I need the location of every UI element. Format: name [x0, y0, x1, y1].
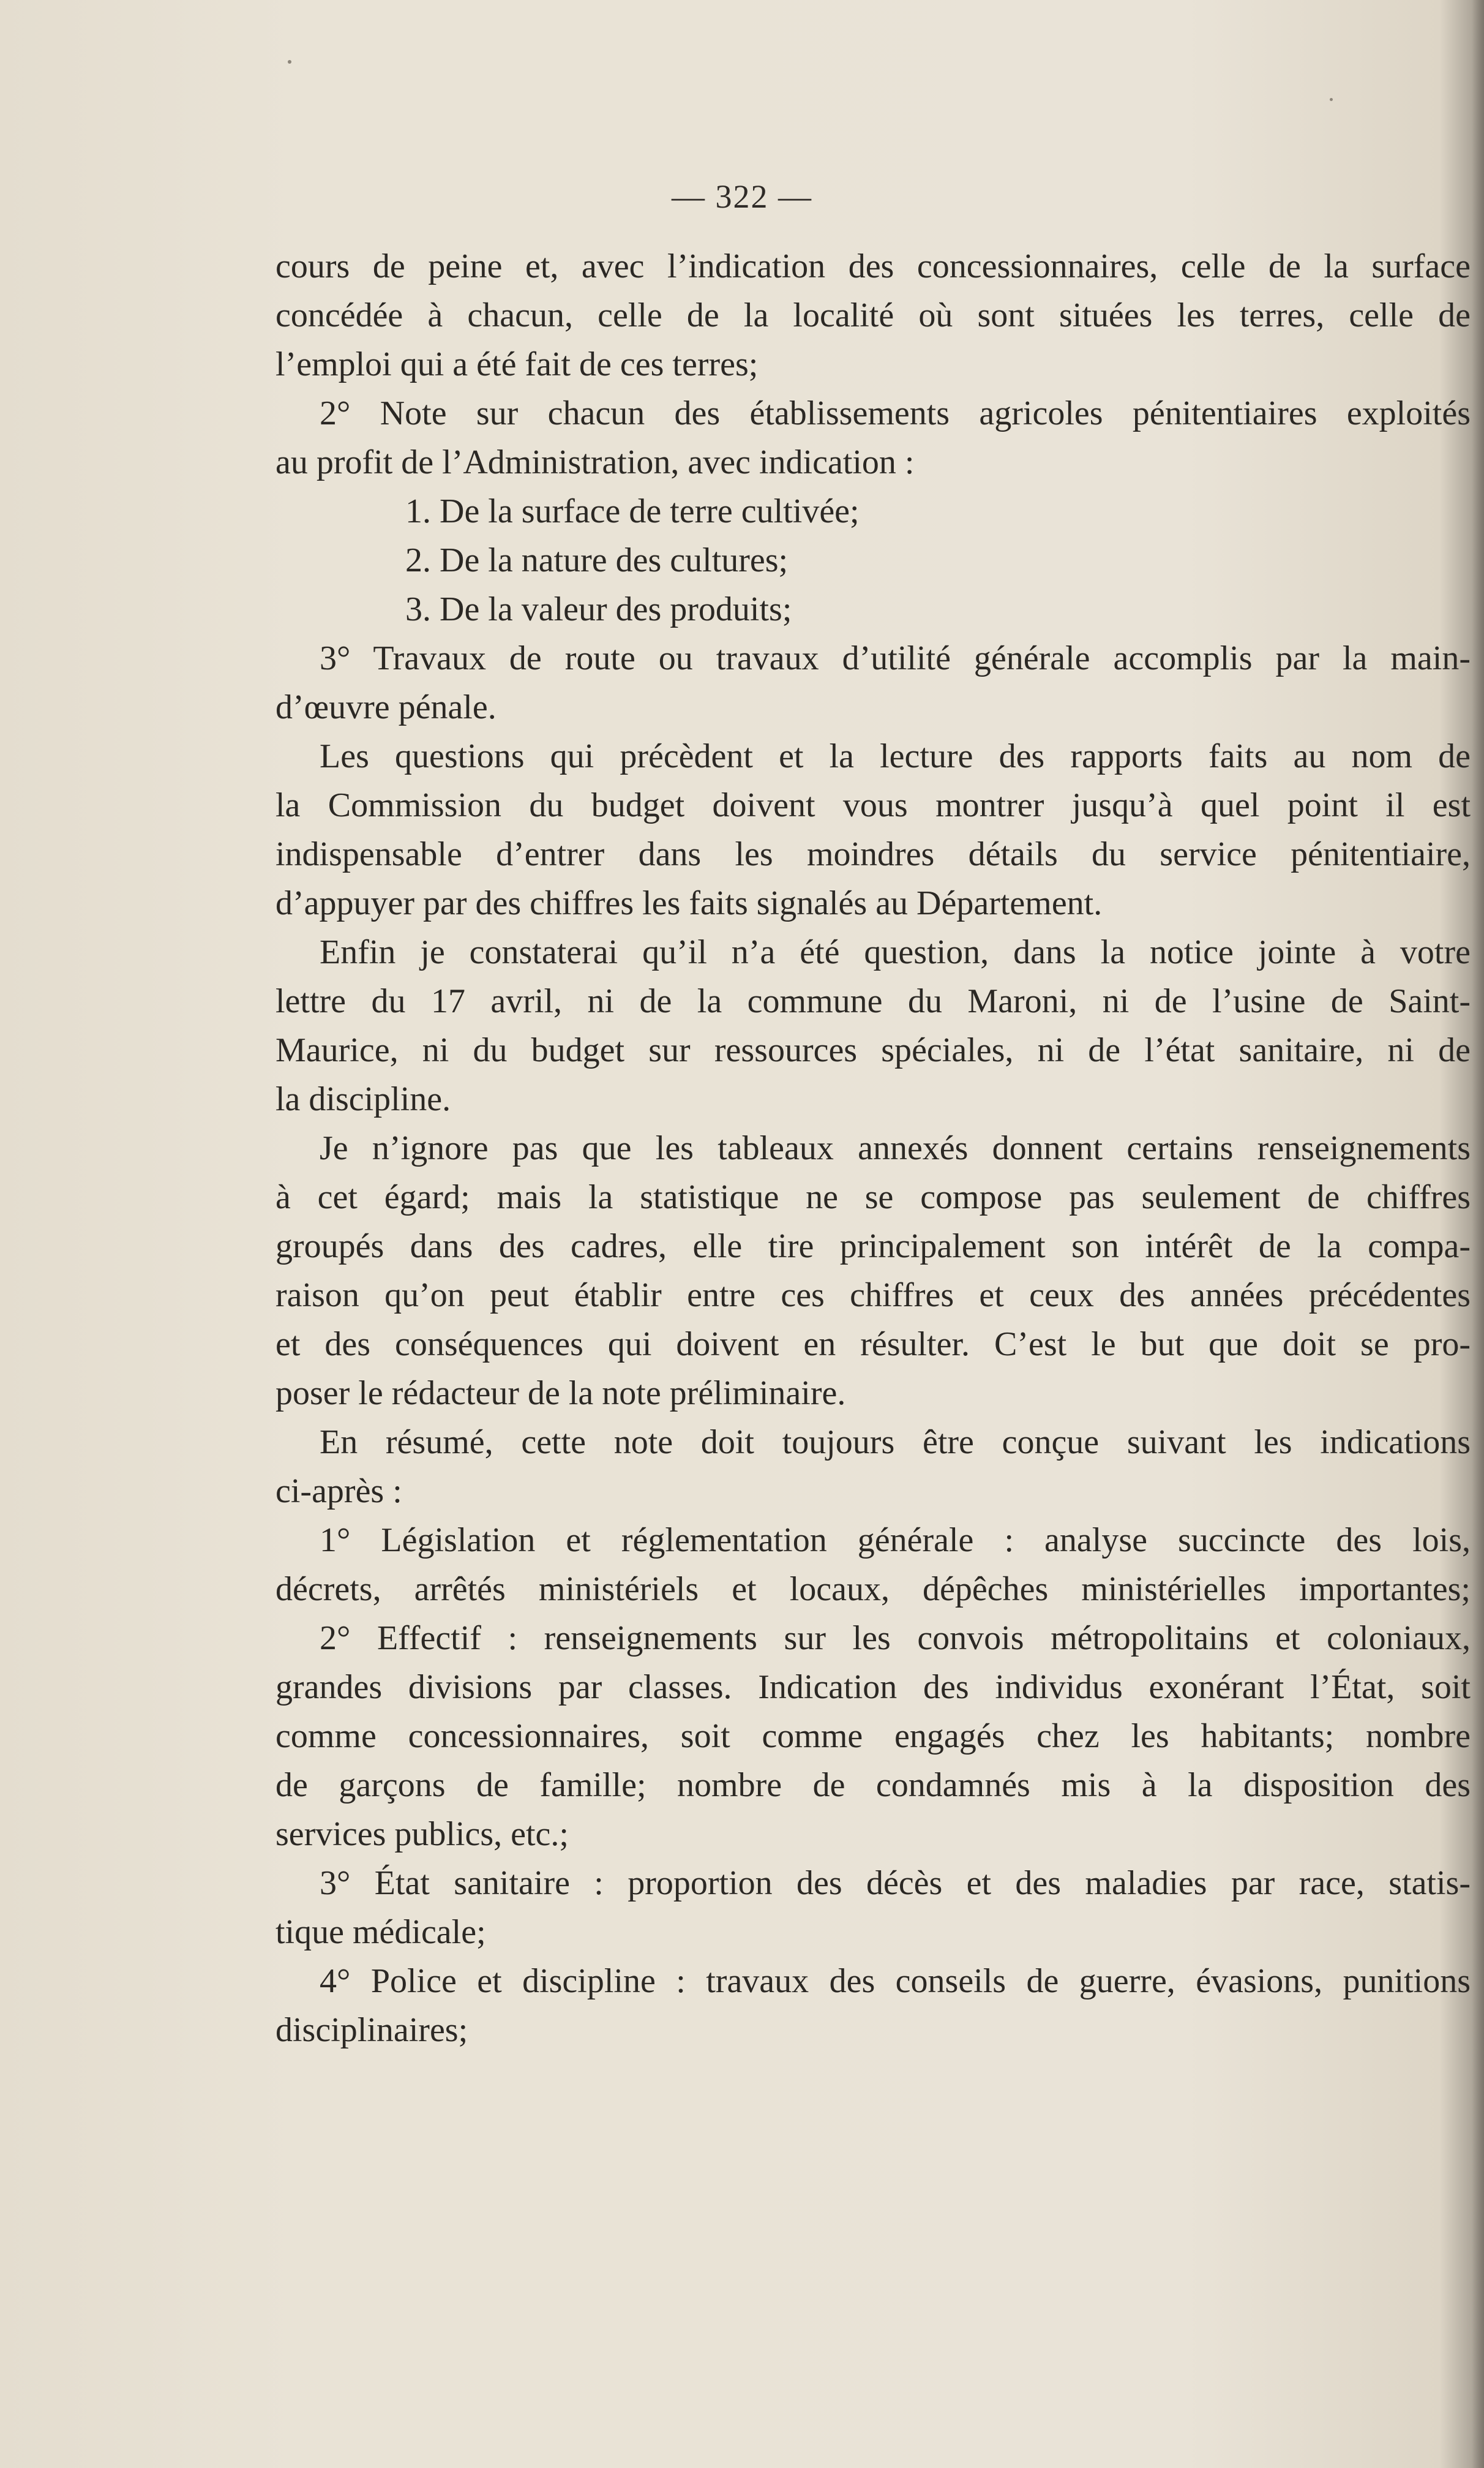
text-line: grandes divisions par classes. Indication des individus exonérant l’État, soit: [275, 1668, 1471, 1706]
text-line: tique médicale;: [275, 1913, 486, 1951]
text-line: de garçons de famille; nombre de condamnés mis à la disposition des: [275, 1766, 1471, 1804]
text-line: 1. De la surface de terre cultivée;: [405, 492, 860, 530]
text-line: lettre du 17 avril, ni de la commune du Maroni, ni de l’usine de Saint-: [275, 982, 1471, 1020]
text-line: la Commission du budget doivent vous montrer jusqu’à quel point il est: [275, 786, 1471, 824]
text-line: 1° Législation et réglementation générale : analyse succincte des lois,: [320, 1521, 1471, 1559]
text-line: la discipline.: [275, 1080, 451, 1118]
text-line: l’emploi qui a été fait de ces terres;: [275, 345, 759, 383]
page-edge-shadow: [1472, 0, 1484, 2468]
text-line: 3° État sanitaire : proportion des décès et des maladies par race, statis-: [320, 1864, 1471, 1902]
text-line: Les questions qui précèdent et la lecture des rapports faits au nom de: [320, 737, 1471, 775]
text-line: d’œuvre pénale.: [275, 688, 497, 726]
text-line: services publics, etc.;: [275, 1815, 569, 1853]
text-line: comme concessionnaires, soit comme engagés chez les habitants; nombre: [275, 1717, 1471, 1755]
text-line: poser le rédacteur de la note préliminaire.: [275, 1374, 846, 1412]
text-line: d’appuyer par des chiffres les faits signalés au Département.: [275, 884, 1103, 922]
page-number: — 322 —: [672, 178, 812, 215]
text-line: 4° Police et discipline : travaux des conseils de guerre, évasions, punitions: [320, 1962, 1471, 2000]
paper-speck: [1330, 98, 1333, 101]
text-line: 3. De la valeur des produits;: [405, 590, 792, 628]
text-line: disciplinaires;: [275, 2011, 468, 2049]
text-line: 2° Effectif : renseignements sur les convois métropolitains et coloniaux,: [320, 1619, 1471, 1657]
text-line: cours de peine et, avec l’indication des concessionnaires, celle de la surface: [275, 247, 1471, 285]
text-line: Je n’ignore pas que les tableaux annexés donnent certains renseignements: [320, 1129, 1471, 1167]
text-line: concédée à chacun, celle de la localité où sont situées les terres, celle de: [275, 296, 1471, 334]
text-line: raison qu’on peut établir entre ces chiffres et ceux des années précédentes: [275, 1276, 1471, 1314]
text-line: et des conséquences qui doivent en résulter. C’est le but que doit se pro-: [275, 1325, 1471, 1363]
paper-speck: [288, 60, 291, 64]
text-line: ci-après :: [275, 1472, 402, 1510]
text-line: 2° Note sur chacun des établissements agricoles pénitentiaires exploités: [320, 394, 1471, 432]
text-line: groupés dans des cadres, elle tire principalement son intérêt de la compa-: [275, 1227, 1471, 1265]
text-line: au profit de l’Administration, avec indication :: [275, 443, 915, 481]
text-line: Maurice, ni du budget sur ressources spéciales, ni de l’état sanitaire, ni de: [275, 1031, 1471, 1069]
text-line: Enfin je constaterai qu’il n’a été question, dans la notice jointe à votre: [320, 933, 1471, 971]
text-line: 2. De la nature des cultures;: [405, 541, 789, 579]
text-line: à cet égard; mais la statistique ne se compose pas seulement de chiffres: [275, 1178, 1471, 1216]
text-line: 3° Travaux de route ou travaux d’utilité générale accomplis par la main-: [320, 639, 1471, 677]
text-line: décrets, arrêtés ministériels et locaux, dépêches ministérielles importantes;: [275, 1570, 1471, 1608]
body-text: [275, 242, 1471, 2055]
text-line: indispensable d’entrer dans les moindres détails du service pénitentiaire,: [275, 835, 1471, 873]
text-line: En résumé, cette note doit toujours être conçue suivant les indications: [320, 1423, 1471, 1461]
